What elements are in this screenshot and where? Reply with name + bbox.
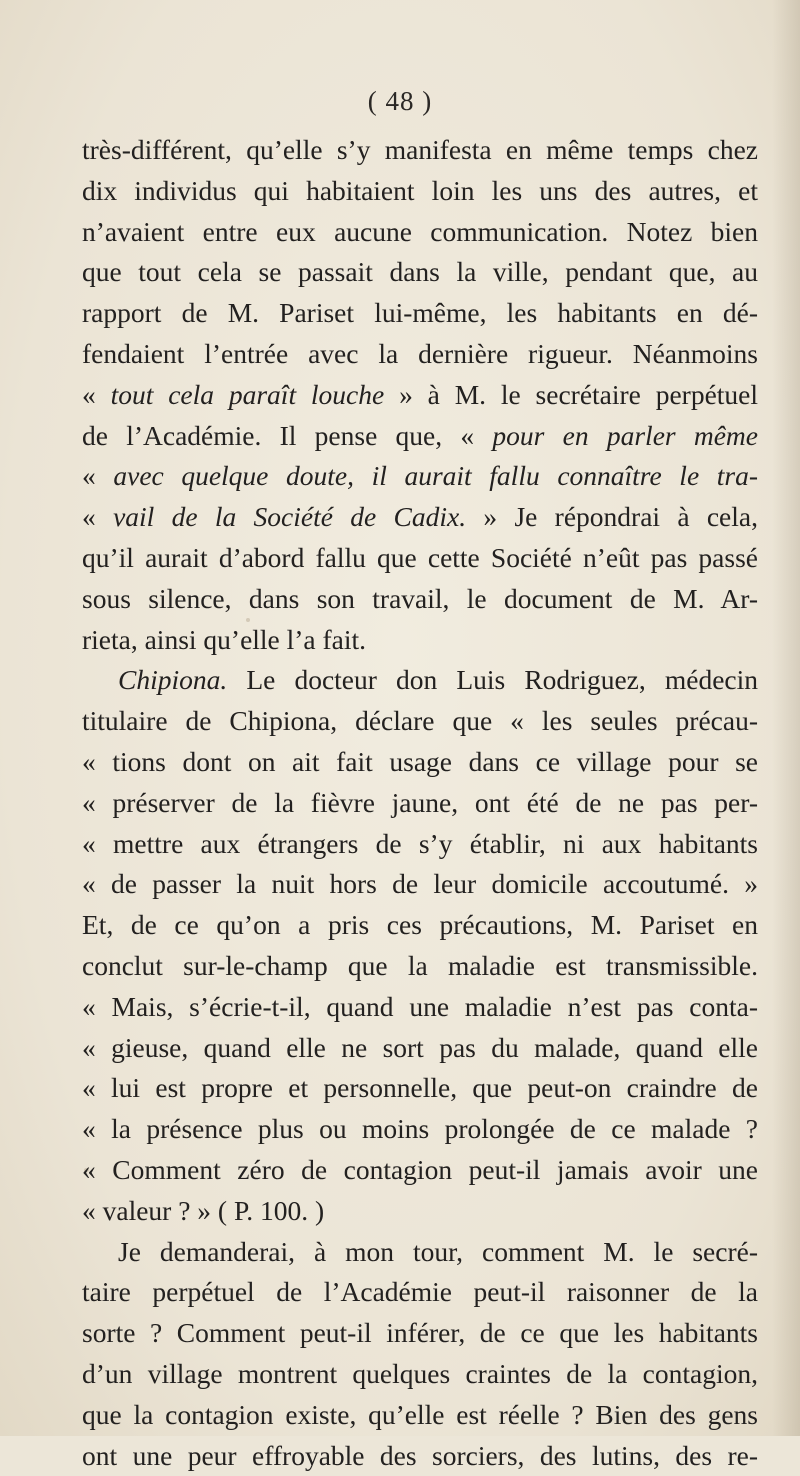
text-line [82, 824, 758, 865]
text-line [82, 1109, 758, 1150]
text-segment: Et, de ce qu’on a pris ces précautions, M. Pariset en [82, 909, 758, 940]
text-line [82, 375, 758, 416]
text-segment: que tout cela se passait dans la ville, pendant que, au [82, 256, 758, 287]
text-line [82, 1313, 758, 1354]
text-segment: sous silence, dans son travail, le document de M. Ar- [82, 583, 758, 614]
text-segment: de l’Académie. Il pense que, « [82, 420, 492, 451]
text-segment: Le docteur don Luis Rodriguez, médecin [227, 664, 758, 695]
body-text [82, 130, 758, 1476]
text-segment: sorte ? Comment peut-il inférer, de ce que les habitants [82, 1317, 758, 1348]
text-line [82, 1191, 758, 1232]
text-line [82, 252, 758, 293]
text-segment: « [82, 501, 113, 532]
text-segment: « la présence plus ou moins prolongée de ce malade ? [82, 1113, 758, 1144]
text-segment: rieta, ainsi qu’elle l’a fait. [82, 624, 366, 655]
text-line [82, 538, 758, 579]
text-segment: « Mais, s’écrie-t-il, quand une maladie n’est pas conta- [82, 991, 758, 1022]
text-line [82, 660, 758, 701]
text-line [82, 130, 758, 171]
text-line [82, 579, 758, 620]
text-segment: ont une peur effroyable des sorciers, des lutins, des re- [82, 1440, 758, 1471]
text-line [82, 701, 758, 742]
italic-text: vail de la Société de Cadix. [113, 501, 466, 532]
text-segment: « gieuse, quand elle ne sort pas du malade, quand elle [82, 1032, 758, 1063]
text-line [82, 334, 758, 375]
text-line [82, 987, 758, 1028]
text-line [82, 905, 758, 946]
text-segment: « de passer la nuit hors de leur domicile accoutumé. » [82, 868, 758, 899]
text-segment: que la contagion existe, qu’elle est réelle ? Bien des gens [82, 1399, 758, 1430]
text-segment: qu’il aurait d’abord fallu que cette Société n’eût pas passé [82, 542, 758, 573]
text-line [82, 497, 758, 538]
text-segment: titulaire de Chipiona, déclare que « les seules précau- [82, 705, 758, 736]
italic-text: avec quelque doute, il aurait fallu connaître le tra- [113, 460, 758, 491]
text-line [82, 293, 758, 334]
text-segment: « Comment zéro de contagion peut-il jamais avoir une [82, 1154, 758, 1185]
text-line [82, 416, 758, 457]
text-segment: rapport de M. Pariset lui-même, les habitants en dé- [82, 297, 758, 328]
text-line [82, 1068, 758, 1109]
italic-text: Chipiona. [118, 664, 227, 695]
text-segment: Je demanderai, à mon tour, comment M. le secré- [118, 1236, 758, 1267]
text-line [82, 212, 758, 253]
text-segment: dix individus qui habitaient loin les uns des autres, et [82, 175, 758, 206]
text-segment: « mettre aux étrangers de s’y établir, ni aux habitants [82, 828, 758, 859]
italic-text: pour en parler même [492, 420, 758, 451]
text-line [82, 783, 758, 824]
text-line [82, 1150, 758, 1191]
text-segment: fendaient l’entrée avec la dernière rigueur. Néanmoins [82, 338, 758, 369]
text-segment: « tions dont on ait fait usage dans ce village pour se [82, 746, 758, 777]
text-line [82, 1395, 758, 1436]
text-segment: n’avaient entre eux aucune communication. Notez bien [82, 216, 758, 247]
text-line [82, 456, 758, 497]
text-segment: taire perpétuel de l’Académie peut-il raisonner de la [82, 1276, 758, 1307]
text-line [82, 1354, 758, 1395]
text-line [82, 946, 758, 987]
text-segment: « [82, 460, 113, 491]
page-edge-shadow [772, 0, 800, 1436]
text-segment: « préserver de la fièvre jaune, ont été de ne pas per- [82, 787, 758, 818]
text-line [82, 1232, 758, 1273]
text-line [82, 1028, 758, 1069]
text-line [82, 620, 758, 661]
text-line [82, 864, 758, 905]
text-line [82, 1272, 758, 1313]
text-segment: conclut sur-le-champ que la maladie est transmissible. [82, 950, 758, 981]
text-segment: « lui est propre et personnelle, que peut-on craindre de [82, 1072, 758, 1103]
text-segment: d’un village montrent quelques craintes de la contagion, [82, 1358, 758, 1389]
text-line [82, 171, 758, 212]
text-segment: « valeur ? » ( P. 100. ) [82, 1195, 324, 1226]
text-segment: » à M. le secrétaire perpétuel [384, 379, 758, 410]
page-number: ( 48 ) [0, 86, 800, 117]
text-segment: très-différent, qu’elle s’y manifesta en même temps chez [82, 134, 758, 165]
text-line [82, 1436, 758, 1476]
italic-text: tout cela paraît louche [111, 379, 385, 410]
text-segment: « [82, 379, 111, 410]
text-line [82, 742, 758, 783]
text-segment: » Je répondrai à cela, [466, 501, 758, 532]
